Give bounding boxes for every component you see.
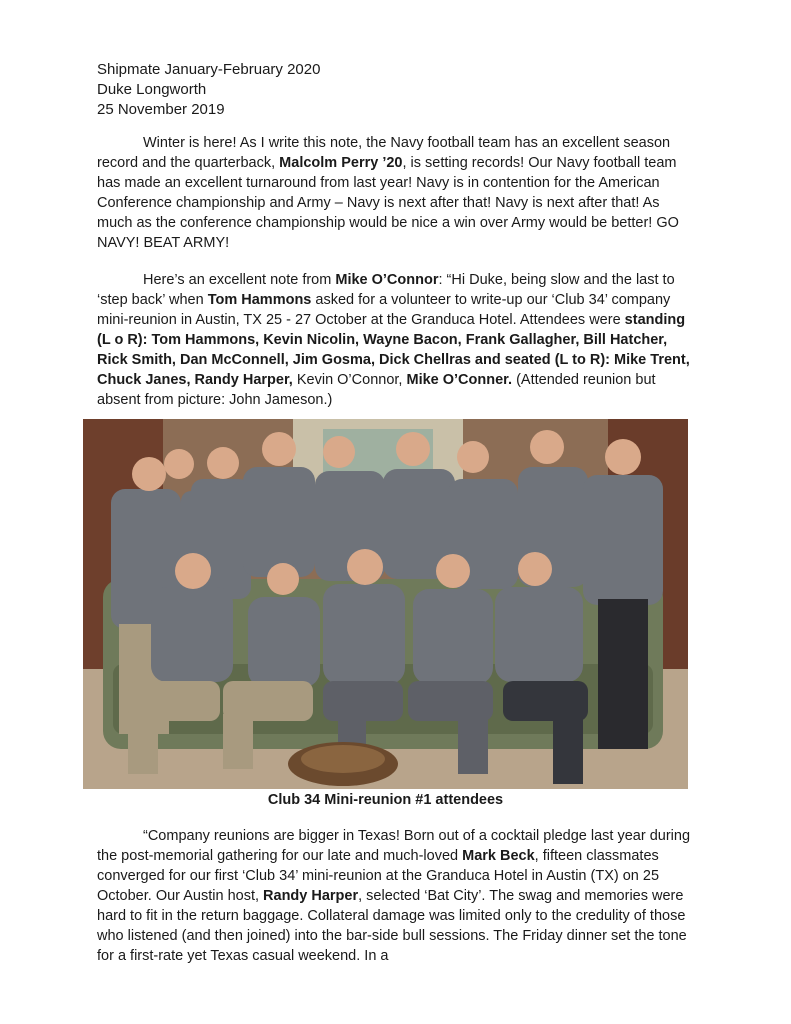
text-run: (Attended reunion but absent from picture: John Jameson.) [97, 372, 656, 408]
text-run: Winter is here! As I write this note, the Navy football team has an excellent season record and the quarterback, [97, 135, 671, 171]
text-run: Here’s an excellent note from [143, 272, 336, 288]
bold-name: Mike O’Conner. [406, 372, 513, 388]
bold-name: Randy Harper [263, 888, 359, 904]
group-photo [83, 419, 688, 789]
author-line: Duke Longworth [97, 81, 207, 98]
text-run: asked for a volunteer to write-up our ‘Club 34’ company mini-reunion in Austin, TX 25 - 27 October at the Granduca Hotel. Attendees were [97, 292, 671, 328]
photo-caption: Club 34 Mini-reunion #1 attendees [267, 792, 504, 808]
text-run: Kevin O’Connor, [292, 372, 407, 388]
bold-name: Malcolm Perry ’20 [279, 155, 403, 171]
paragraph-reunion [97, 826, 697, 966]
document-header [97, 60, 320, 120]
text-run: “Company reunions are bigger in Texas! Born out of a cocktail pledge last year during the post-memorial gathering for our late and much-loved [97, 828, 691, 864]
paragraph-intro [97, 133, 697, 253]
text-run: , fifteen classmates converged for our first ‘Club 34’ mini-reunion at the Granduca Hotel in Austin (TX) on 25 October. Our Austin host, [97, 848, 660, 904]
bold-name: Mark Beck [462, 848, 535, 864]
text-run: : “Hi Duke, being slow and the last to ‘step back’ when [97, 272, 675, 308]
bold-name: Tom Hammons [207, 292, 312, 308]
text-run: , is setting records! Our Navy football team has made an excellent turnaround from last year! Navy is in contention for the American Conference championship and Army – Navy is next after that! Navy is next after that! As much as the conference championship would be nice a win over Army would be better! GO NAVY! BEAT ARMY! [97, 155, 679, 251]
paragraph-note [97, 270, 697, 410]
bold-attendee-list: standing (L o R): Tom Hammons, Kevin Nicolin, Wayne Bacon, Frank Gallagher, Bill Hatcher, Rick Smith, Dan McConnell, Jim Gosma, Dick Chellras and seated (L to R): Mike Trent, Chuck Janes, Randy Harper, [97, 312, 690, 388]
publication-line: Shipmate January-February 2020 [97, 61, 321, 78]
text-run: , selected ‘Bat City’. The swag and memories were hard to fit in the return baggage. Collateral damage was limited only to the credulity of those who listened (and then joined) into the bar-side bull sessions. The Friday dinner set the tone for a first-rate yet Texas casual weekend. In a [97, 888, 687, 964]
date-line: 25 November 2019 [97, 101, 225, 118]
group-photo-icon [83, 419, 688, 789]
bold-name: Mike O’Connor [335, 272, 439, 288]
